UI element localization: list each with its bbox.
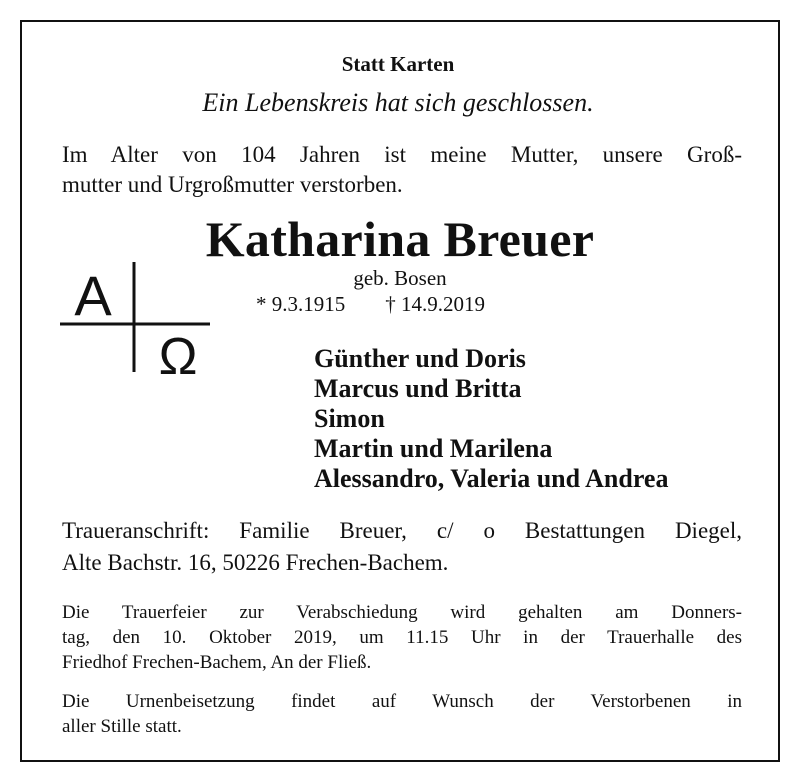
family-line: Günther und Doris (314, 344, 526, 373)
urn-text-line: aller Stille statt. (62, 716, 182, 737)
life-dates (256, 292, 485, 317)
ceremony-text-line: Friedhof Frechen-Bachem, An der Fließ. (62, 652, 372, 673)
notice-motto: Ein Lebenskreis hat sich geschlossen. (202, 88, 594, 117)
family-line: Martin und Marilena (314, 434, 553, 463)
birth-date: * 9.3.1915 (256, 292, 346, 316)
ceremony-text-line: Die Trauerfeier zur Verabschiedung wird gehalten am Donners- (62, 602, 742, 623)
urn-text-line: Die Urnenbeisetzung findet auf Wunsch der Verstorbenen in (62, 691, 742, 712)
family-line: Simon (314, 404, 385, 433)
family-line: Marcus und Britta (314, 374, 522, 403)
omega-glyph: Ω (158, 328, 198, 374)
death-date: † 14.9.2019 (385, 292, 485, 316)
intro-line: Im Alter von 104 Jahren ist meine Mutter, unsere Groß- (62, 142, 742, 167)
alpha-omega-cross-icon (60, 262, 212, 374)
maiden-name: geb. Bosen (353, 266, 447, 290)
notice-heading: Statt Karten (341, 52, 455, 76)
alpha-glyph: A (74, 264, 112, 327)
mourning-address-line: Traueranschrift: Familie Breuer, c/ o Bestattungen Diegel, (62, 518, 742, 543)
deceased-name: Katharina Breuer (205, 211, 595, 267)
ceremony-text-line: tag, den 10. Oktober 2019, um 11.15 Uhr in der Trauerhalle des (62, 627, 742, 648)
mourning-address-line: Alte Bachstr. 16, 50226 Frechen-Bachem. (62, 550, 449, 575)
intro-line: mutter und Urgroßmutter verstorben. (62, 172, 403, 197)
family-line: Alessandro, Valeria und Andrea (314, 464, 669, 493)
